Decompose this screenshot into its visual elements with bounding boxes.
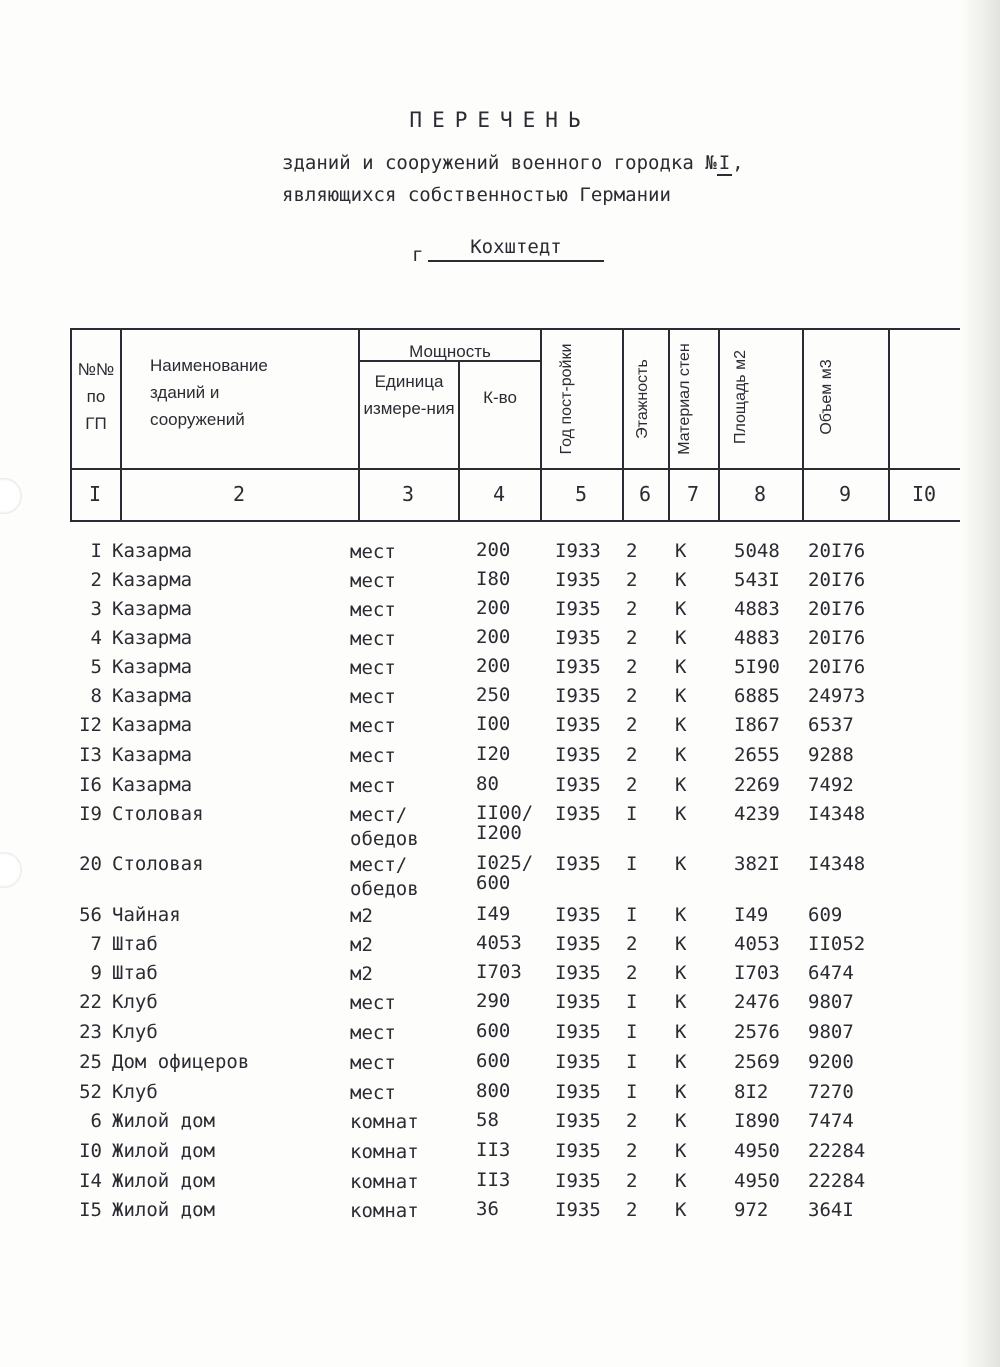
table-row [0,933,1000,963]
row-floors: 2 [626,1110,638,1132]
row-area: I49 [734,904,769,926]
col-number: 7 [686,482,700,506]
row-quantity: 200 [476,597,511,619]
row-year: I935 [555,569,601,591]
subtitle-line-1 [282,152,744,176]
col-number: 9 [838,482,852,506]
row-name: Казарма [112,598,193,620]
row-floors: 2 [626,962,638,984]
col-number: 4 [492,482,506,506]
row-quantity: 290 [476,990,511,1012]
header-bottom-rule [70,520,960,522]
row-area: 4883 [734,598,780,620]
header-qty: К-во [483,388,517,407]
row-area: 2576 [734,1021,780,1043]
row-volume: 20I76 [808,540,866,562]
row-volume: 20I76 [808,656,866,678]
row-quantity: 58 [476,1109,499,1131]
row-floors: I [626,853,638,875]
row-number: I9 [79,803,102,825]
table-row [0,1081,1000,1111]
row-floors: 2 [626,1170,638,1192]
table-row [0,714,1000,744]
row-volume: 20I76 [808,627,866,649]
row-unit: мест [350,1022,396,1044]
row-material: К [675,1140,687,1162]
row-unit: мест [350,599,396,621]
row-quantity: 200 [476,539,511,561]
row-unit: мест [350,541,396,563]
row-volume: I4348 [808,853,866,875]
row-area: 972 [734,1199,769,1221]
row-material: К [675,540,687,562]
row-name: Казарма [112,714,193,736]
row-quantity: 250 [476,684,511,706]
row-floors: 2 [626,656,638,678]
row-volume: I4348 [808,803,866,825]
row-year: I935 [555,627,601,649]
row-floors: I [626,1021,638,1043]
row-unit: м2 [350,934,373,956]
row-number: I0 [79,1140,102,1162]
row-quantity: 800 [476,1080,511,1102]
row-number: I3 [79,744,102,766]
row-number: 56 [79,904,102,926]
row-number: 9 [90,962,102,984]
row-material: К [675,1199,687,1221]
table-row [0,1110,1000,1140]
row-number: 2 [90,569,102,591]
row-unit: комнат [350,1141,419,1163]
table-row [0,1199,1000,1229]
row-name: Жилой дом [112,1199,215,1221]
row-material: К [675,744,687,766]
row-year: I935 [555,853,601,875]
row-unit: комнат [350,1111,419,1133]
row-material: К [675,627,687,649]
row-volume: 6474 [808,962,854,984]
row-material: К [675,656,687,678]
row-material: К [675,962,687,984]
row-number: 5 [90,656,102,678]
row-material: К [675,991,687,1013]
row-name: Казарма [112,656,193,678]
row-unit: мест [350,657,396,679]
row-unit: мест [350,715,396,737]
row-volume: II052 [808,933,866,955]
row-number: 8 [90,685,102,707]
row-year: I935 [555,714,601,736]
row-floors: 2 [626,569,638,591]
col-number: 6 [638,482,652,506]
row-year: I935 [555,1140,601,1162]
row-unit: комнат [350,1200,419,1222]
row-number: 6 [90,1110,102,1132]
table-row [0,540,1000,570]
row-floors: I [626,904,638,926]
row-volume: 9200 [808,1051,854,1073]
header-no: №№ по ГП [77,360,115,433]
row-name: Столовая [112,853,204,875]
row-unit: мест [350,775,396,797]
row-area: 2476 [734,991,780,1013]
row-year: I935 [555,1081,601,1103]
row-quantity: II3 [476,1169,511,1191]
row-year: I935 [555,774,601,796]
row-material: К [675,904,687,926]
row-material: К [675,1051,687,1073]
table-row [0,1021,1000,1051]
row-year: I935 [555,991,601,1013]
row-name: Столовая [112,803,204,825]
col-number: 3 [401,482,415,506]
row-name: Казарма [112,685,193,707]
city-name: Кохштедт [428,236,604,262]
row-floors: I [626,803,638,825]
row-area: I867 [734,714,780,736]
table-row [0,744,1000,774]
row-year: I935 [555,685,601,707]
col-number: 2 [232,482,246,506]
row-floors: 2 [626,685,638,707]
row-name: Дом офицеров [112,1051,250,1073]
row-number: 52 [79,1081,102,1103]
row-name: Жилой дом [112,1140,215,1162]
row-volume: 364I [808,1199,854,1221]
row-area: I890 [734,1110,780,1132]
row-material: К [675,714,687,736]
table-row [0,1140,1000,1170]
subtitle-line-2: являющихся собственностью Германии [282,184,671,206]
row-volume: 6537 [808,714,854,736]
row-floors: 2 [626,933,638,955]
header-name: Наименование зданий и сооружений [150,356,268,429]
row-quantity: 200 [476,626,511,648]
row-quantity: I20 [476,743,511,765]
row-area: 382I [734,853,780,875]
row-area: 2269 [734,774,780,796]
row-area: 2569 [734,1051,780,1073]
row-floors: 2 [626,1199,638,1221]
row-year: I935 [555,744,601,766]
city-prefix: г [412,244,424,266]
row-number: 22 [79,991,102,1013]
header-volume: Объем м3 [818,359,835,435]
row-area: 6885 [734,685,780,707]
row-number: 25 [79,1051,102,1073]
row-quantity: 36 [476,1198,499,1220]
row-unit: мест [350,745,396,767]
row-name: Казарма [112,540,193,562]
row-number: 7 [90,933,102,955]
row-unit: мест [350,570,396,592]
row-year: I935 [555,933,601,955]
row-unit: мест/ обедов [350,854,419,900]
row-quantity: I00 [476,713,511,735]
row-name: Клуб [112,991,158,1013]
row-volume: 22284 [808,1140,866,1162]
header-area: Площадь м2 [732,350,749,444]
subtitle-line-1-suffix: , [732,152,744,174]
header-floors: Этажность [634,359,651,439]
row-volume: 7492 [808,774,854,796]
row-floors: I [626,1081,638,1103]
row-floors: 2 [626,627,638,649]
table-row [0,852,1000,900]
col-number: 8 [753,482,767,506]
row-name: Штаб [112,962,158,984]
row-volume: 22284 [808,1170,866,1192]
table-row [0,1170,1000,1200]
row-floors: 2 [626,1140,638,1162]
row-unit: мест [350,686,396,708]
row-area: 5048 [734,540,780,562]
row-quantity: 4053 [476,932,522,954]
row-name: Клуб [112,1081,158,1103]
row-quantity: II3 [476,1139,511,1161]
row-quantity: I703 [476,961,522,983]
row-number: 4 [90,627,102,649]
table-row [0,685,1000,715]
row-name: Казарма [112,744,193,766]
document-title: ПЕРЕЧЕНЬ [409,108,591,132]
table-row [0,802,1000,850]
table-row [0,962,1000,992]
row-material: К [675,933,687,955]
row-name: Чайная [112,904,181,926]
row-floors: 2 [626,774,638,796]
row-floors: 2 [626,598,638,620]
row-floors: 2 [626,540,638,562]
table-row [0,1051,1000,1081]
col-number: 5 [574,482,588,506]
row-volume: 7270 [808,1081,854,1103]
header-capacity: Мощность [409,342,491,361]
row-quantity: II00/ I200 [476,802,534,844]
table-row [0,991,1000,1021]
row-material: К [675,774,687,796]
row-volume: 20I76 [808,569,866,591]
row-quantity: 600 [476,1050,511,1072]
row-year: I935 [555,962,601,984]
row-quantity: 600 [476,1020,511,1042]
row-floors: I [626,991,638,1013]
row-quantity: 80 [476,773,499,795]
row-quantity: 200 [476,655,511,677]
table-row [0,656,1000,686]
row-area: I703 [734,962,780,984]
row-year: I935 [555,904,601,926]
row-name: Казарма [112,774,193,796]
garrison-number: I [718,152,731,174]
header-mid-rule [70,468,960,470]
row-quantity: I80 [476,568,511,590]
row-material: К [675,685,687,707]
row-year: I935 [555,656,601,678]
row-volume: 7474 [808,1110,854,1132]
row-year: I935 [555,1110,601,1132]
row-unit: мест [350,992,396,1014]
row-material: К [675,569,687,591]
row-volume: 9288 [808,744,854,766]
table-row [0,569,1000,599]
row-year: I935 [555,1021,601,1043]
row-floors: 2 [626,744,638,766]
col-number: I0 [911,482,937,506]
row-unit: мест/ обедов [350,804,419,850]
row-volume: 24973 [808,685,866,707]
row-number: I2 [79,714,102,736]
row-year: I935 [555,1051,601,1073]
row-unit: мест [350,628,396,650]
row-material: К [675,1081,687,1103]
row-year: I935 [555,1170,601,1192]
row-volume: 9807 [808,991,854,1013]
row-name: Казарма [112,627,193,649]
row-number: 3 [90,598,102,620]
row-floors: I [626,1051,638,1073]
header-material: Материал стен [676,343,693,455]
row-year: I935 [555,803,601,825]
header-year: Год пост-ройки [558,343,575,455]
row-name: Штаб [112,933,158,955]
row-number: I [90,540,102,562]
row-area: 2655 [734,744,780,766]
row-unit: м2 [350,905,373,927]
row-number: 20 [79,853,102,875]
table-row [0,904,1000,934]
row-volume: 609 [808,904,843,926]
row-name: Клуб [112,1021,158,1043]
row-material: К [675,803,687,825]
row-unit: мест [350,1082,396,1104]
row-floors: 2 [626,714,638,736]
row-area: 4053 [734,933,780,955]
row-number: I6 [79,774,102,796]
row-year: I935 [555,598,601,620]
row-area: 4239 [734,803,780,825]
table-row [0,774,1000,804]
row-year: I933 [555,540,601,562]
table-header [70,312,960,524]
header-unit: Единица измере-ния [363,372,455,418]
table-row [0,627,1000,657]
row-volume: 20I76 [808,598,866,620]
row-area: 4950 [734,1140,780,1162]
header-top-rule [70,328,960,330]
row-number: 23 [79,1021,102,1043]
row-material: К [675,1170,687,1192]
row-area: 543I [734,569,780,591]
row-volume: 9807 [808,1021,854,1043]
row-year: I935 [555,1199,601,1221]
row-area: 8I2 [734,1081,769,1103]
row-number: I5 [79,1199,102,1221]
row-quantity: I025/ 600 [476,852,534,894]
row-material: К [675,1021,687,1043]
row-number: I4 [79,1170,102,1192]
row-quantity: I49 [476,903,511,925]
row-unit: м2 [350,963,373,985]
col-number: I [88,482,102,506]
row-unit: комнат [350,1171,419,1193]
row-material: К [675,1110,687,1132]
row-material: К [675,853,687,875]
subtitle-line-1-text: зданий и сооружений военного городка № [282,152,717,174]
row-name: Казарма [112,569,193,591]
row-material: К [675,598,687,620]
row-name: Жилой дом [112,1170,215,1192]
row-area: 5I90 [734,656,780,678]
table-row [0,598,1000,628]
row-area: 4883 [734,627,780,649]
punch-hole-upper [0,478,22,514]
row-area: 4950 [734,1170,780,1192]
row-unit: мест [350,1052,396,1074]
row-name: Жилой дом [112,1110,215,1132]
